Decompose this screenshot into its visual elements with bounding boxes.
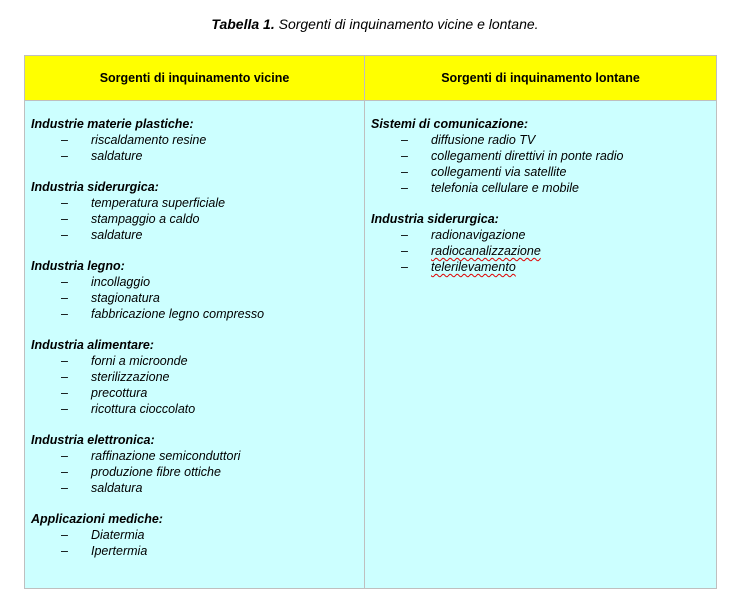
caption-label: Tabella 1. [211, 16, 275, 32]
dash-bullet: – [61, 465, 68, 479]
source-group [31, 258, 364, 322]
dash-bullet: – [61, 528, 68, 542]
item-text: Diatermia [91, 528, 145, 542]
group-title: Industria siderurgica: [371, 212, 499, 226]
item-text: radionavigazione [431, 228, 526, 242]
item-list [31, 353, 364, 417]
item-text: sterilizzazione [91, 370, 170, 384]
pollution-sources-table [24, 55, 717, 589]
item-list [31, 195, 364, 243]
dash-bullet: – [61, 212, 68, 226]
group-title: Industria alimentare: [31, 338, 154, 352]
dash-bullet: – [401, 181, 408, 195]
item-list [371, 227, 716, 275]
group-title: Industrie materie plastiche: [31, 117, 194, 131]
dash-bullet: – [61, 291, 68, 305]
dash-bullet: – [61, 481, 68, 495]
dash-bullet: – [401, 165, 408, 179]
list-item [371, 227, 716, 243]
dash-bullet: – [401, 228, 408, 242]
list-item [31, 353, 364, 369]
item-list [31, 448, 364, 496]
list-item [371, 259, 716, 275]
list-item [31, 369, 364, 385]
header-far-sources: Sorgenti di inquinamento lontane [365, 56, 716, 101]
item-text: precottura [91, 386, 148, 400]
group-title: Industria elettronica: [31, 433, 155, 447]
dash-bullet: – [61, 228, 68, 242]
near-sources-cell [25, 101, 365, 588]
list-item [31, 448, 364, 464]
group-title: Industria siderurgica: [31, 180, 159, 194]
list-item [31, 306, 364, 322]
list-item [371, 132, 716, 148]
dash-bullet: – [401, 244, 408, 258]
item-text: collegamenti via satellite [431, 165, 567, 179]
list-item [31, 543, 364, 559]
dash-bullet: – [61, 544, 68, 558]
dash-bullet: – [61, 449, 68, 463]
item-text: temperatura superficiale [91, 196, 226, 210]
item-text: saldature [91, 228, 143, 242]
item-text: incollaggio [91, 275, 151, 289]
source-group [31, 432, 364, 496]
list-item [31, 527, 364, 543]
list-item [371, 148, 716, 164]
item-list [31, 527, 364, 559]
item-text: fabbricazione legno compresso [91, 307, 265, 321]
item-text: diffusione radio TV [431, 133, 536, 147]
item-text: ricottura cioccolato [91, 402, 196, 416]
list-item [31, 385, 364, 401]
group-title: Industria legno: [31, 259, 125, 273]
item-text: radiocanalizzazione [431, 244, 541, 258]
dash-bullet: – [61, 402, 68, 416]
source-group [371, 116, 716, 196]
item-text: Ipertermia [91, 544, 148, 558]
list-item [371, 164, 716, 180]
item-text: stagionatura [91, 291, 160, 305]
source-group [371, 211, 716, 275]
list-item [31, 274, 364, 290]
list-item [31, 290, 364, 306]
item-list [31, 274, 364, 322]
dash-bullet: – [401, 260, 408, 274]
list-item [371, 180, 716, 196]
item-text: raffinazione semiconduttori [91, 449, 241, 463]
dash-bullet: – [61, 307, 68, 321]
source-group [31, 116, 364, 164]
source-group [31, 337, 364, 417]
list-item [31, 148, 364, 164]
item-text: stampaggio a caldo [91, 212, 200, 226]
item-text: telerilevamento [431, 260, 516, 274]
dash-bullet: – [61, 149, 68, 163]
list-item [31, 480, 364, 496]
dash-bullet: – [61, 133, 68, 147]
dash-bullet: – [401, 149, 408, 163]
item-text: collegamenti direttivi in ponte radio [431, 149, 624, 163]
list-item [31, 132, 364, 148]
item-text: riscaldamento resine [91, 133, 207, 147]
list-item [371, 243, 716, 259]
table-caption [0, 16, 750, 32]
list-item [31, 401, 364, 417]
list-item [31, 195, 364, 211]
item-list [371, 132, 716, 196]
item-text: saldatura [91, 481, 143, 495]
caption-text: Sorgenti di inquinamento vicine e lontane. [274, 16, 539, 32]
group-title: Applicazioni mediche: [31, 512, 163, 526]
item-text: forni a microonde [91, 354, 188, 368]
dash-bullet: – [61, 275, 68, 289]
item-text: saldature [91, 149, 143, 163]
dash-bullet: – [61, 354, 68, 368]
dash-bullet: – [401, 133, 408, 147]
item-list [31, 132, 364, 164]
dash-bullet: – [61, 370, 68, 384]
list-item [31, 227, 364, 243]
header-near-sources: Sorgenti di inquinamento vicine [25, 56, 365, 101]
far-sources-cell [365, 101, 716, 588]
source-group [31, 179, 364, 243]
dash-bullet: – [61, 196, 68, 210]
list-item [31, 211, 364, 227]
group-title: Sistemi di comunicazione: [371, 117, 528, 131]
item-text: telefonia cellulare e mobile [431, 181, 580, 195]
list-item [31, 464, 364, 480]
source-group [31, 511, 364, 559]
item-text: produzione fibre ottiche [91, 465, 221, 479]
dash-bullet: – [61, 386, 68, 400]
